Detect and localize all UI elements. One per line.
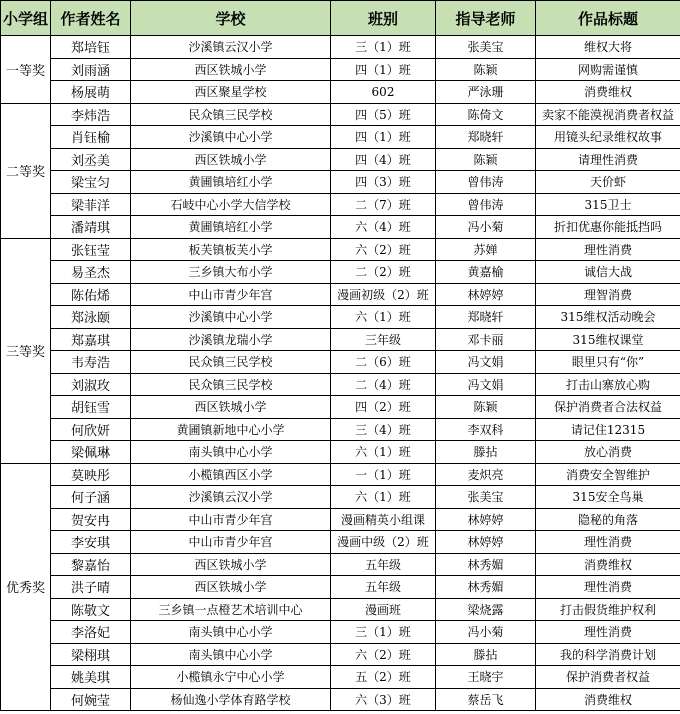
work-title: 眼里只有“你” bbox=[536, 351, 680, 374]
school: 民众镇三民学校 bbox=[131, 103, 331, 126]
table-row bbox=[1, 216, 680, 239]
table-row bbox=[1, 531, 680, 554]
author-name: 郑嘉琪 bbox=[51, 328, 131, 351]
table-row bbox=[1, 508, 680, 531]
author-name: 梁宝匀 bbox=[51, 171, 131, 194]
author-name: 郑泳颐 bbox=[51, 306, 131, 329]
work-title: 315安全鸟巢 bbox=[536, 486, 680, 509]
table-row bbox=[1, 666, 680, 689]
author-name: 李安琪 bbox=[51, 531, 131, 554]
class: 四（4）班 bbox=[331, 148, 436, 171]
teacher: 林婷婷 bbox=[436, 531, 536, 554]
author-name: 潘靖琪 bbox=[51, 216, 131, 239]
class: 二（4）班 bbox=[331, 373, 436, 396]
work-title: 网购需谨慎 bbox=[536, 58, 680, 81]
school: 黄圃镇新地中心小学 bbox=[131, 418, 331, 441]
table-row bbox=[1, 351, 680, 374]
table-row bbox=[1, 553, 680, 576]
class: 漫画班 bbox=[331, 598, 436, 621]
author-name: 黎嘉怡 bbox=[51, 553, 131, 576]
class: 漫画中级（2）班 bbox=[331, 531, 436, 554]
table-row bbox=[1, 328, 680, 351]
school: 杨仙逸小学体育路学校 bbox=[131, 688, 331, 711]
class: 六（1）班 bbox=[331, 486, 436, 509]
school: 石岐中心小学大信学校 bbox=[131, 193, 331, 216]
teacher: 邓卡丽 bbox=[436, 328, 536, 351]
work-title: 隐秘的角落 bbox=[536, 508, 680, 531]
work-title: 保护消费者权益 bbox=[536, 666, 680, 689]
work-title: 我的科学消费计划 bbox=[536, 643, 680, 666]
author-name: 李洛妃 bbox=[51, 621, 131, 644]
work-title: 理性消费 bbox=[536, 621, 680, 644]
work-title: 理智消费 bbox=[536, 283, 680, 306]
school: 西区铁城小学 bbox=[131, 553, 331, 576]
work-title: 理性消费 bbox=[536, 531, 680, 554]
teacher: 严泳珊 bbox=[436, 81, 536, 104]
award-group-label: 二等奖 bbox=[1, 103, 51, 238]
class: 六（4）班 bbox=[331, 216, 436, 239]
class: 二（6）班 bbox=[331, 351, 436, 374]
table-row bbox=[1, 261, 680, 284]
author-name: 杨展萌 bbox=[51, 81, 131, 104]
table-row bbox=[1, 193, 680, 216]
school: 南头镇中心小学 bbox=[131, 621, 331, 644]
school: 中山市青少年宫 bbox=[131, 508, 331, 531]
table-row bbox=[1, 643, 680, 666]
table-row bbox=[1, 418, 680, 441]
teacher: 张美宝 bbox=[436, 36, 536, 59]
school: 西区铁城小学 bbox=[131, 576, 331, 599]
teacher: 麦炽亮 bbox=[436, 463, 536, 486]
class: 四（1）班 bbox=[331, 58, 436, 81]
author-name: 陈敬文 bbox=[51, 598, 131, 621]
school: 沙溪镇龙瑞小学 bbox=[131, 328, 331, 351]
teacher: 滕拈 bbox=[436, 643, 536, 666]
class: 二（2）班 bbox=[331, 261, 436, 284]
class: 四（3）班 bbox=[331, 171, 436, 194]
table-row bbox=[1, 103, 680, 126]
teacher: 林婷婷 bbox=[436, 283, 536, 306]
author-name: 张钰莹 bbox=[51, 238, 131, 261]
school: 南头镇中心小学 bbox=[131, 643, 331, 666]
work-title: 请记住12315 bbox=[536, 418, 680, 441]
teacher: 陈颖 bbox=[436, 58, 536, 81]
school: 民众镇三民学校 bbox=[131, 373, 331, 396]
school: 中山市青少年宫 bbox=[131, 531, 331, 554]
class: 六（1）班 bbox=[331, 441, 436, 464]
class: 五年级 bbox=[331, 576, 436, 599]
table-row bbox=[1, 396, 680, 419]
teacher: 郑晓轩 bbox=[436, 306, 536, 329]
teacher: 苏婵 bbox=[436, 238, 536, 261]
school: 西区铁城小学 bbox=[131, 148, 331, 171]
teacher: 冯小菊 bbox=[436, 216, 536, 239]
header-author: 作者姓名 bbox=[51, 1, 131, 36]
teacher: 蔡岳飞 bbox=[436, 688, 536, 711]
school: 西区聚星学校 bbox=[131, 81, 331, 104]
class: 六（3）班 bbox=[331, 688, 436, 711]
work-title: 315卫士 bbox=[536, 193, 680, 216]
author-name: 肖钰榆 bbox=[51, 126, 131, 149]
class: 漫画精英小组课 bbox=[331, 508, 436, 531]
author-name: 易圣杰 bbox=[51, 261, 131, 284]
school: 沙溪镇中心小学 bbox=[131, 126, 331, 149]
table-row bbox=[1, 283, 680, 306]
school: 沙溪镇云汉小学 bbox=[131, 36, 331, 59]
teacher: 梁烧露 bbox=[436, 598, 536, 621]
class: 六（1）班 bbox=[331, 306, 436, 329]
work-title: 315维权课堂 bbox=[536, 328, 680, 351]
author-name: 陈佑烯 bbox=[51, 283, 131, 306]
class: 六（2）班 bbox=[331, 238, 436, 261]
author-name: 贺安冉 bbox=[51, 508, 131, 531]
teacher: 冯文娟 bbox=[436, 373, 536, 396]
author-name: 何婉莹 bbox=[51, 688, 131, 711]
work-title: 消费安全智维护 bbox=[536, 463, 680, 486]
school: 南头镇中心小学 bbox=[131, 441, 331, 464]
school: 西区铁城小学 bbox=[131, 396, 331, 419]
author-name: 郑培钰 bbox=[51, 36, 131, 59]
table-row bbox=[1, 306, 680, 329]
author-name: 莫映彤 bbox=[51, 463, 131, 486]
teacher: 王晓宇 bbox=[436, 666, 536, 689]
work-title: 理性消费 bbox=[536, 238, 680, 261]
table-row bbox=[1, 36, 680, 59]
teacher: 曾伟涛 bbox=[436, 171, 536, 194]
award-group-label: 一等奖 bbox=[1, 36, 51, 104]
class: 602 bbox=[331, 81, 436, 104]
school: 三乡镇一点橙艺术培训中心 bbox=[131, 598, 331, 621]
author-name: 何欣妍 bbox=[51, 418, 131, 441]
class: 一（1）班 bbox=[331, 463, 436, 486]
school: 沙溪镇中心小学 bbox=[131, 306, 331, 329]
author-name: 刘淑玫 bbox=[51, 373, 131, 396]
work-title: 打击山寨放心购 bbox=[536, 373, 680, 396]
class: 漫画初级（2）班 bbox=[331, 283, 436, 306]
class: 四（5）班 bbox=[331, 103, 436, 126]
table-row bbox=[1, 486, 680, 509]
table-row bbox=[1, 126, 680, 149]
table-row bbox=[1, 148, 680, 171]
header-school: 学校 bbox=[131, 1, 331, 36]
header-class: 班别 bbox=[331, 1, 436, 36]
class: 二（7）班 bbox=[331, 193, 436, 216]
teacher: 黄嘉榆 bbox=[436, 261, 536, 284]
author-name: 刘丞美 bbox=[51, 148, 131, 171]
teacher: 冯小菊 bbox=[436, 621, 536, 644]
table-row bbox=[1, 621, 680, 644]
school: 西区铁城小学 bbox=[131, 58, 331, 81]
teacher: 滕拈 bbox=[436, 441, 536, 464]
school: 沙溪镇云汉小学 bbox=[131, 486, 331, 509]
work-title: 消费维权 bbox=[536, 688, 680, 711]
table-row bbox=[1, 58, 680, 81]
teacher: 陈颖 bbox=[436, 148, 536, 171]
author-name: 梁菲洋 bbox=[51, 193, 131, 216]
author-name: 梁佩琳 bbox=[51, 441, 131, 464]
author-name: 洪子晴 bbox=[51, 576, 131, 599]
teacher: 李双科 bbox=[436, 418, 536, 441]
teacher: 陈倚文 bbox=[436, 103, 536, 126]
school: 黄圃镇培红小学 bbox=[131, 216, 331, 239]
work-title: 消费维权 bbox=[536, 553, 680, 576]
school: 中山市青少年宫 bbox=[131, 283, 331, 306]
teacher: 曾伟涛 bbox=[436, 193, 536, 216]
school: 三乡镇大布小学 bbox=[131, 261, 331, 284]
work-title: 用镜头纪录维权故事 bbox=[536, 126, 680, 149]
work-title: 请理性消费 bbox=[536, 148, 680, 171]
class: 五（2）班 bbox=[331, 666, 436, 689]
work-title: 打击假货维护权利 bbox=[536, 598, 680, 621]
teacher: 林秀媚 bbox=[436, 576, 536, 599]
teacher: 林婷婷 bbox=[436, 508, 536, 531]
work-title: 消费维权 bbox=[536, 81, 680, 104]
work-title: 保护消费者合法权益 bbox=[536, 396, 680, 419]
table-row bbox=[1, 576, 680, 599]
award-group-label: 三等奖 bbox=[1, 238, 51, 463]
work-title: 放心消费 bbox=[536, 441, 680, 464]
work-title: 折扣优惠你能抵挡吗 bbox=[536, 216, 680, 239]
teacher: 张美宝 bbox=[436, 486, 536, 509]
work-title: 维权大将 bbox=[536, 36, 680, 59]
teacher: 郑晓轩 bbox=[436, 126, 536, 149]
author-name: 姚美琪 bbox=[51, 666, 131, 689]
table-row bbox=[1, 441, 680, 464]
school: 板芙镇板芙小学 bbox=[131, 238, 331, 261]
table-row bbox=[1, 463, 680, 486]
table-row bbox=[1, 81, 680, 104]
header-row bbox=[1, 1, 680, 36]
class: 三（1）班 bbox=[331, 36, 436, 59]
author-name: 何子涵 bbox=[51, 486, 131, 509]
author-name: 韦寿浩 bbox=[51, 351, 131, 374]
award-group-label: 优秀奖 bbox=[1, 463, 51, 711]
school: 黄圃镇培红小学 bbox=[131, 171, 331, 194]
work-title: 天价虾 bbox=[536, 171, 680, 194]
school: 小榄镇西区小学 bbox=[131, 463, 331, 486]
table-row bbox=[1, 688, 680, 711]
class: 四（1）班 bbox=[331, 126, 436, 149]
school: 小榄镇永宁中心小学 bbox=[131, 666, 331, 689]
author-name: 梁栩琪 bbox=[51, 643, 131, 666]
teacher: 冯文娟 bbox=[436, 351, 536, 374]
class: 六（2）班 bbox=[331, 643, 436, 666]
class: 三年级 bbox=[331, 328, 436, 351]
table-row bbox=[1, 373, 680, 396]
teacher: 陈颖 bbox=[436, 396, 536, 419]
work-title: 诚信大战 bbox=[536, 261, 680, 284]
author-name: 胡钰雪 bbox=[51, 396, 131, 419]
author-name: 刘雨涵 bbox=[51, 58, 131, 81]
author-name: 李炜浩 bbox=[51, 103, 131, 126]
class: 三（4）班 bbox=[331, 418, 436, 441]
table-header bbox=[1, 1, 680, 36]
class: 五年级 bbox=[331, 553, 436, 576]
table-row bbox=[1, 171, 680, 194]
header-group: 小学组 bbox=[1, 1, 51, 36]
work-title: 理性消费 bbox=[536, 576, 680, 599]
class: 三（1）班 bbox=[331, 621, 436, 644]
header-title: 作品标题 bbox=[536, 1, 680, 36]
teacher: 林秀媚 bbox=[436, 553, 536, 576]
work-title: 卖家不能漠视消费者权益 bbox=[536, 103, 680, 126]
table-body bbox=[1, 36, 680, 711]
table-row bbox=[1, 598, 680, 621]
work-title: 315维权活动晚会 bbox=[536, 306, 680, 329]
header-teacher: 指导老师 bbox=[436, 1, 536, 36]
table-row bbox=[1, 238, 680, 261]
class: 四（2）班 bbox=[331, 396, 436, 419]
school: 民众镇三民学校 bbox=[131, 351, 331, 374]
